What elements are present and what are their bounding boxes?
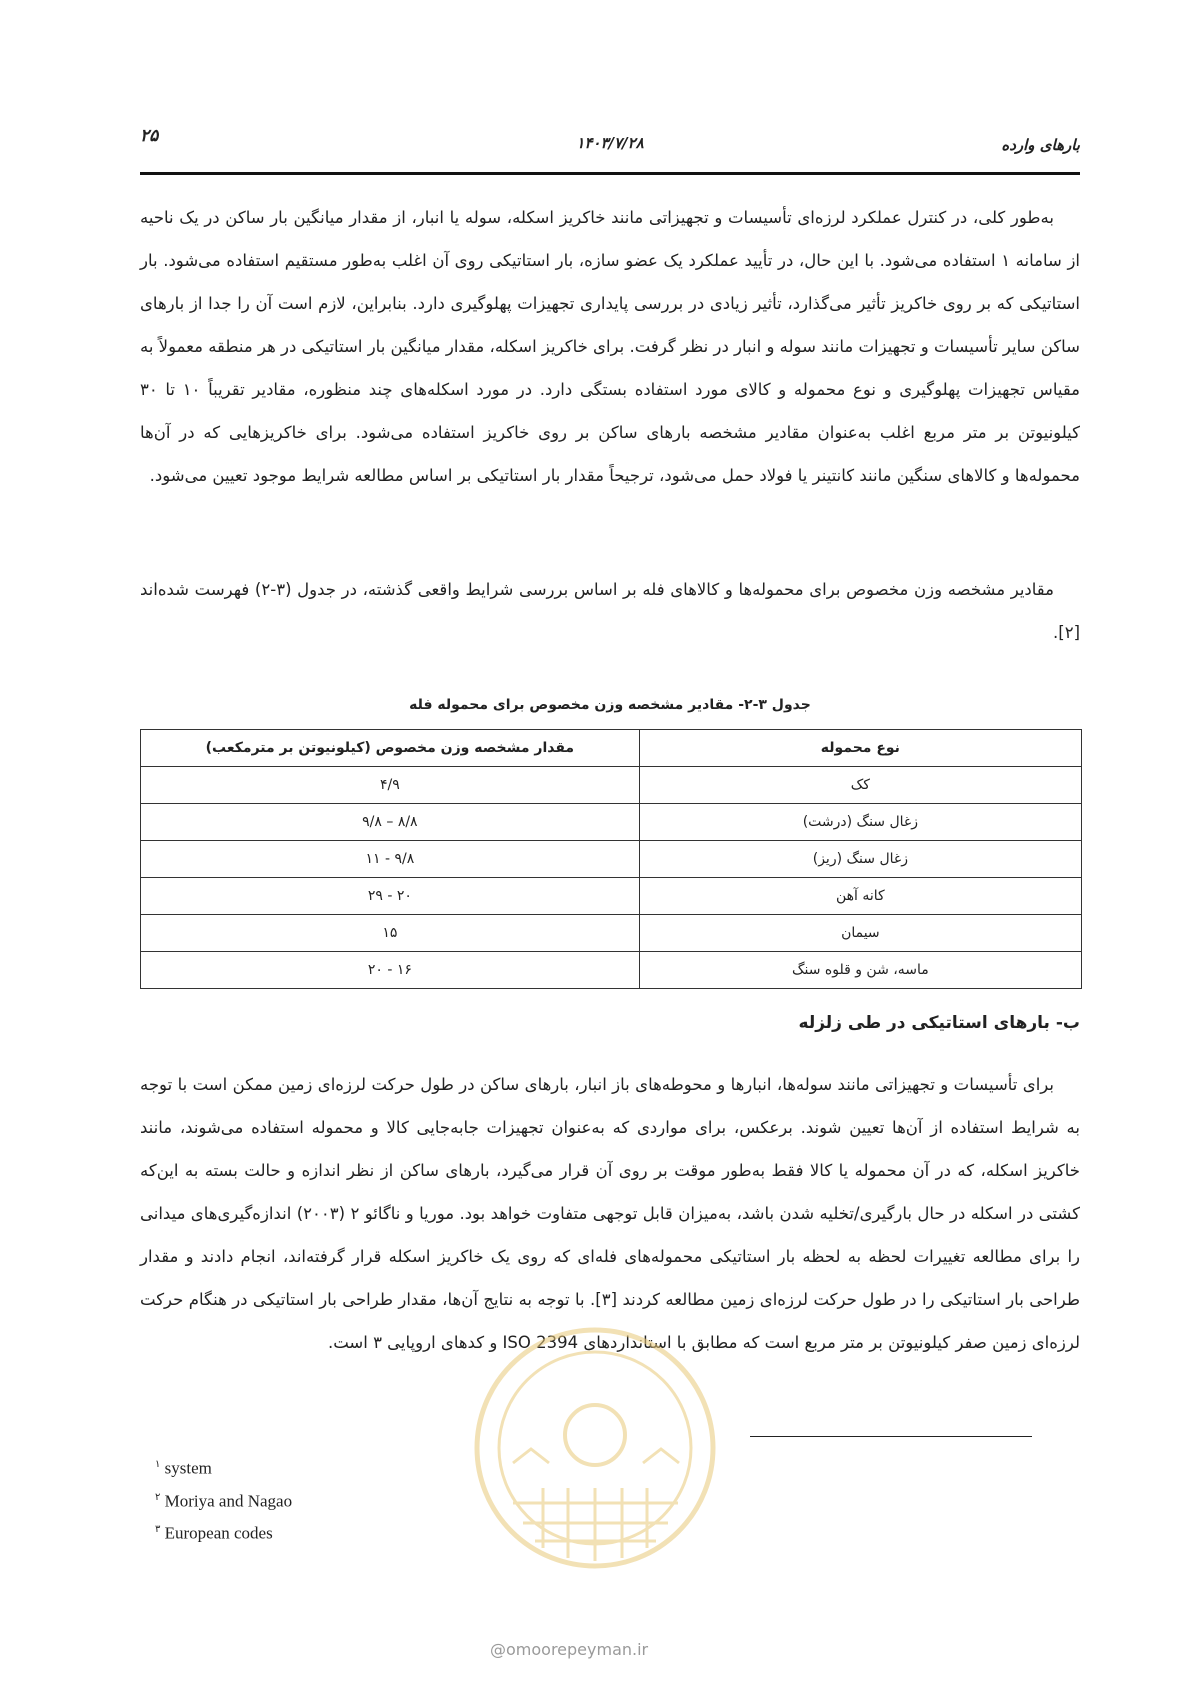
unit-weight-table	[140, 729, 1082, 989]
footnote-rule	[750, 1436, 1032, 1437]
footnote-text: system	[164, 1458, 212, 1478]
table-row	[141, 804, 1082, 841]
table-caption: جدول ۳-۲- مقادیر مشخصه وزن مخصوص برای محموله فله	[409, 697, 811, 713]
unit-weight-cell: ۴/۹	[141, 767, 640, 804]
watermark-url: @omoorepeyman.ir	[490, 1640, 649, 1659]
footnotes	[155, 1450, 292, 1548]
footnote-text: European codes	[164, 1523, 273, 1543]
header-date: ۱۴۰۳/۷/۲۸	[576, 134, 644, 152]
table-row	[141, 878, 1082, 915]
page-number: ۲۵	[140, 126, 159, 146]
footnote-item	[155, 1483, 292, 1516]
paragraph-text: مقادیر مشخصه وزن مخصوص برای محموله‌ها و کالاهای فله بر اساس بررسی شرایط واقعی گذشته، در جدول (۳-۲) فهرست شده‌اند [۲].	[140, 580, 1080, 642]
unit-weight-cell: ۱۶ - ۲۰	[141, 952, 640, 989]
table-header-row	[141, 730, 1082, 767]
cargo-type-cell: زغال سنگ (ریز)	[639, 841, 1081, 878]
paragraph-seismic	[140, 1063, 1080, 1364]
table-row	[141, 767, 1082, 804]
paragraph-table-ref	[140, 568, 1080, 654]
table-row	[141, 841, 1082, 878]
table-row	[141, 952, 1082, 989]
column-header-unit-weight: مقدار مشخصه وزن مخصوص (کیلونیوتن بر مترمکعب)	[141, 730, 640, 767]
cargo-type-cell: کک	[639, 767, 1081, 804]
footnote-text: Moriya and Nagao	[164, 1491, 293, 1511]
paragraph-intro	[140, 196, 1080, 497]
column-header-cargo-type: نوع محموله	[639, 730, 1081, 767]
paragraph-text: به‌طور کلی، در کنترل عملکرد لرزه‌ای تأسیسات و تجهیزاتی مانند خاکریز اسکله، سوله یا انبار، از مقدار میانگین بار ساکن در یک ناحیه از سامانه ۱ استفاده می‌شود. با این حال، در تأیید عملکرد یک عضو سازه، بار استاتیکی روی آن اغلب به‌طور مستقیم استفاده می‌شود. بار استاتیکی که بر روی خاکریز تأثیر می‌گذارد، تأثیر زیادی در بررسی پایداری تجهیزات پهلوگیری دارد. بنابراین، لازم است آن را جدا از بارهای ساکن سایر تأسیسات و تجهیزات مانند سوله و انبار در نظر گرفت. برای خاکریز اسکله، مقدار میانگین بار استاتیکی در هر منطقه معمولاً به مقیاس تجهیزات پهلوگیری و نوع محموله و کالای مورد استفاده بستگی دارد. در مورد اسکله‌های چند منظوره، مقادیر تقریباً ۱۰ تا ۳۰ کیلونیوتن بر متر مربع اغلب به‌عنوان مقادیر مشخصه بارهای ساکن بر روی خاکریز استفاده می‌شود. برای خاکریزهایی که در آن‌ها محموله‌ها و کالاهای سنگین مانند کانتینر یا فولاد حمل می‌شود، ترجیحاً مقدار بار استاتیکی بر اساس مطالعه شرایط موجود تعیین می‌شود.	[140, 208, 1081, 485]
footnote-mark: ۲	[155, 1491, 161, 1503]
table-row	[141, 915, 1082, 952]
cargo-type-cell: سیمان	[639, 915, 1081, 952]
unit-weight-cell: ۹/۸ - ۱۱	[141, 841, 640, 878]
footnote-mark: ۳	[155, 1524, 161, 1536]
unit-weight-cell: ۲۰ - ۲۹	[141, 878, 640, 915]
section-title: بارهای وارده	[1001, 136, 1080, 154]
unit-weight-cell: ۱۵	[141, 915, 640, 952]
page-header	[140, 126, 1080, 166]
paragraph-text: برای تأسیسات و تجهیزاتی مانند سوله‌ها، انبارها و محوطه‌های باز انبار، بارهای ساکن در طول حرکت لرزه‌ای زمین ممکن است با توجه به شرایط استفاده از آن‌ها تعیین شوند. برعکس، برای مواردی که به‌عنوان تجهیزات جابه‌جایی کالا و محموله استفاده می‌شوند، مانند خاکریز اسکله، که در آن محموله یا کالا فقط به‌طور موقت بر روی آن قرار می‌گیرد، بارهای ساکن از نظر اندازه و حالت بسته به این‌که کشتی در اسکله در حال بارگیری/تخلیه شدن باشد، به‌میزان قابل توجهی متفاوت خواهد بود. موریا و ناگائو ۲ (۲۰۰۳) اندازه‌گیری‌های میدانی را برای مطالعه تغییرات لحظه به لحظه بار استاتیکی محموله‌های فله‌ای که روی یک خاکریز اسکله قرار گرفته‌اند، انجام دادند و مقدار طراحی بار استاتیکی را در طول حرکت لرزه‌ای زمین مطالعه کردند [۳]. با توجه به نتایج آن‌ها، مقدار طراحی بار استاتیکی در هنگام حرکت لرزه‌ای زمین صفر کیلونیوتن بر متر مربع است که مطابق با استانداردهای ISO 2394 و کدهای اروپایی ۳ است.	[140, 1075, 1080, 1352]
header-rule	[140, 172, 1080, 175]
cargo-type-cell: ماسه، شن و قلوه سنگ	[639, 952, 1081, 989]
unit-weight-cell: ۸/۸ – ۹/۸	[141, 804, 640, 841]
cargo-type-cell: زغال سنگ (درشت)	[639, 804, 1081, 841]
publisher-seal-watermark	[473, 1323, 718, 1573]
cargo-type-cell: کانه آهن	[639, 878, 1081, 915]
section-subheading: ب- بارهای استاتیکی در طی زلزله	[798, 1013, 1080, 1033]
footnote-item	[155, 1515, 292, 1548]
footnote-mark: ۱	[155, 1459, 161, 1470]
footnote-item	[155, 1450, 292, 1483]
